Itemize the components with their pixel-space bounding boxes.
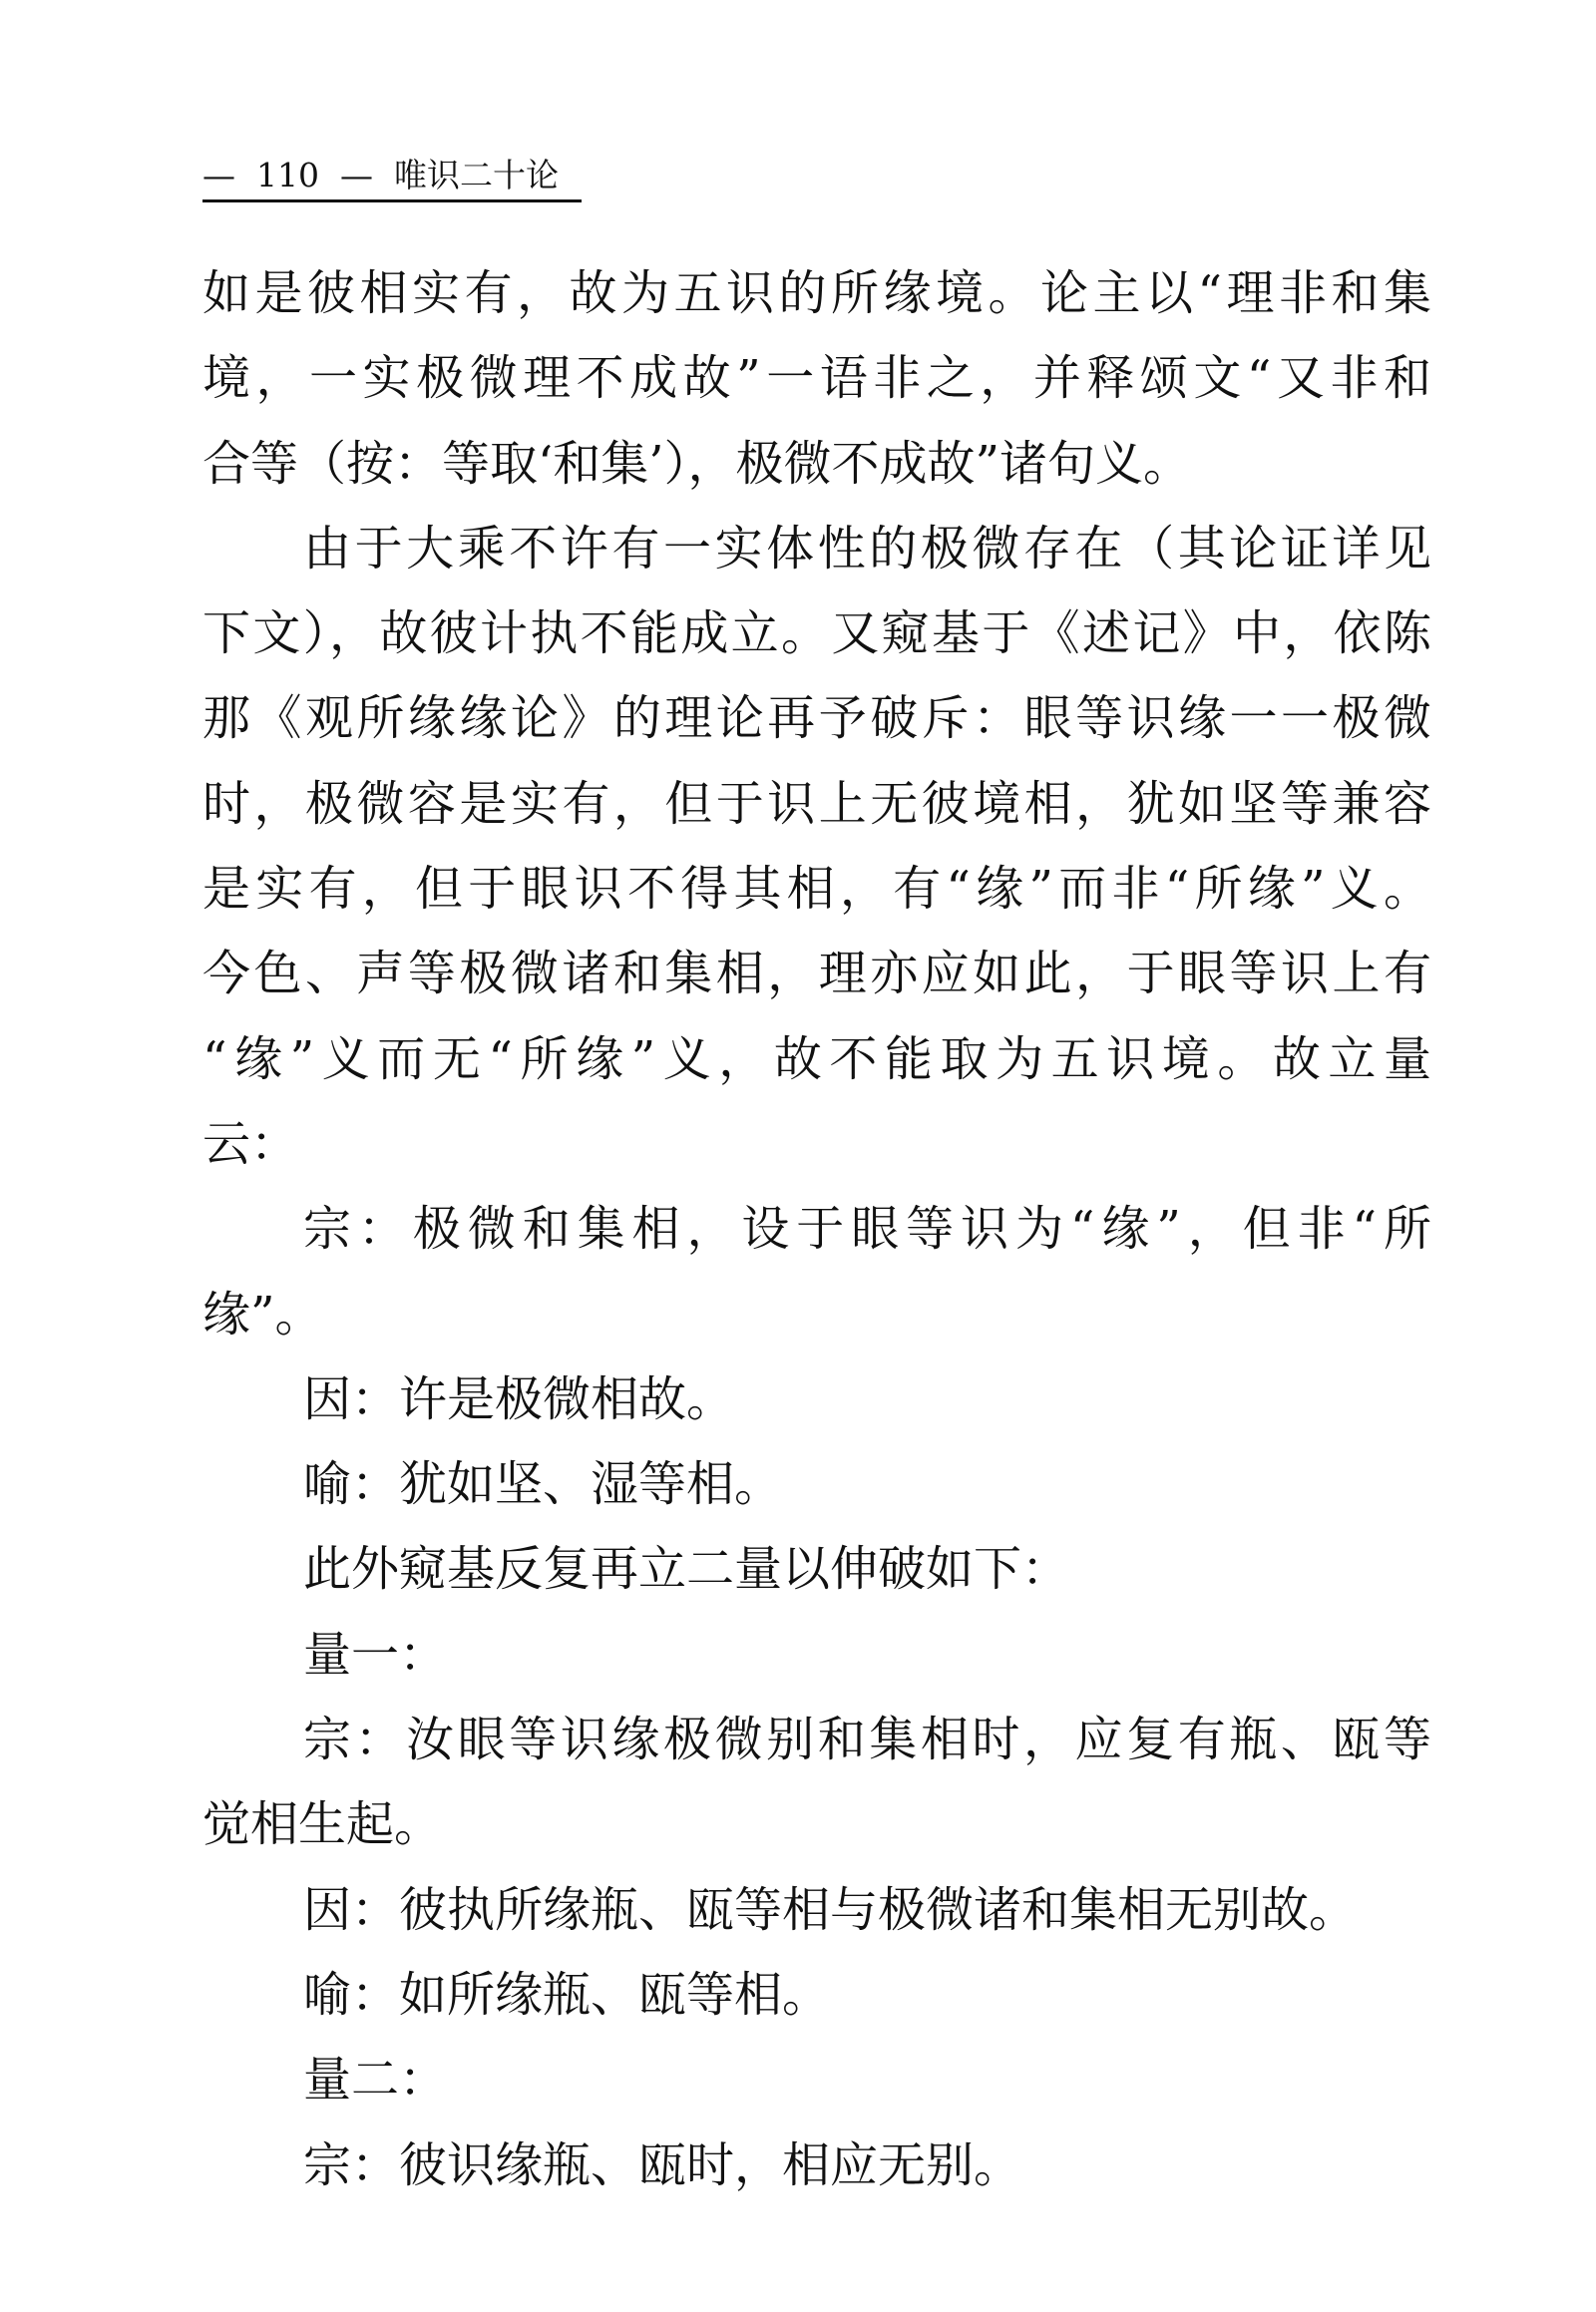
running-header	[202, 152, 582, 202]
page-number: — 110 —	[202, 156, 373, 194]
text-line: 宗：极微和集相，设于眼等识为“缘”，但非“所	[303, 1201, 1431, 1258]
text-line: 那《观所缘缘论》的理论再予破斥：眼等识缘一一极微	[202, 690, 1431, 747]
body-text	[202, 251, 1431, 2208]
text-line: 今色、声等极微诸和集相，理亦应如此，于眼等识上有	[202, 946, 1431, 1002]
text-line: 觉相生起。	[202, 1796, 443, 1853]
book-title: 唯识二十论	[393, 156, 559, 194]
text-line: 因：彼执所缘瓶、瓯等相与极微诸和集相无别故。	[303, 1881, 1358, 1938]
text-line: 合等（按：等取‘和集’），极微不成故”诸句义。	[202, 435, 1192, 492]
text-line: 量一：	[303, 1626, 448, 1683]
text-line: 是实有，但于眼识不得其相，有“缘”而非“所缘”义。	[202, 861, 1431, 918]
text-line: 此外窥基反复再立二量以伸破如下：	[303, 1541, 1070, 1598]
text-line: 宗：汝眼等识缘极微别和集相时，应复有瓶、瓯等	[303, 1712, 1431, 1768]
text-line: 如是彼相实有，故为五识的所缘境。论主以“理非和集	[202, 265, 1431, 321]
text-line: 喻：如所缘瓶、瓯等相。	[303, 1966, 831, 2023]
text-line: “缘”义而无“所缘”义，故不能取为五识境。故立量	[202, 1030, 1431, 1087]
text-line: 喻：犹如坚、湿等相。	[303, 1456, 783, 1513]
text-line: 云：	[202, 1115, 299, 1172]
text-line: 量二：	[303, 2052, 448, 2109]
text-line: 宗：彼识缘瓶、瓯时，相应无别。	[303, 2136, 1022, 2193]
text-line: 时，极微容是实有，但于识上无彼境相，犹如坚等兼容	[202, 775, 1431, 832]
text-line: 下文），故彼计执不能成立。又窥基于《述记》中，依陈	[202, 605, 1431, 662]
text-line: 境，一实极微理不成故”一语非之，并释颂文“又非和	[202, 350, 1431, 407]
text-line: 缘”。	[202, 1286, 323, 1343]
text-line: 由于大乘不许有一实体性的极微存在（其论证详见	[303, 520, 1431, 577]
text-line: 因：许是极微相故。	[303, 1370, 735, 1427]
